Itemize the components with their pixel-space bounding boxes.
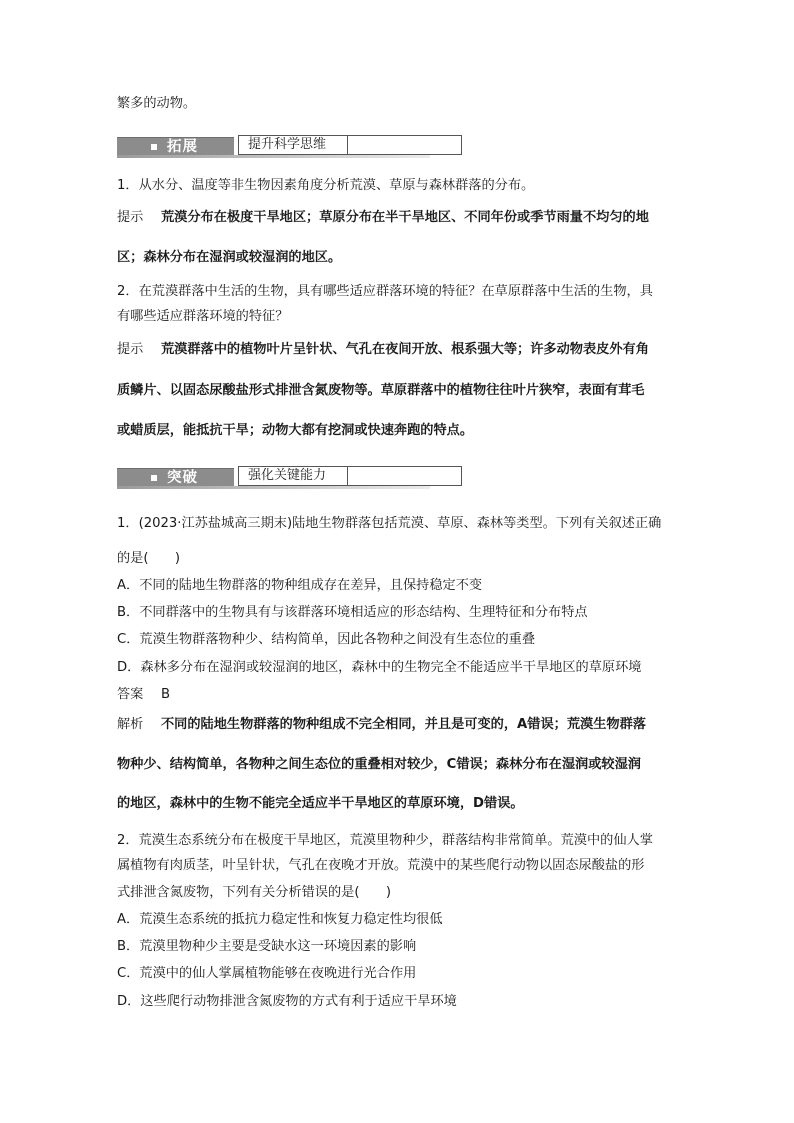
option-d: D．这些爬行动物排泄含氮废物的方式有利于适应干旱环境 bbox=[117, 994, 457, 1009]
expand-answer-2-cont: 或蜡质层，能抵抗干旱；动物大都有挖洞或快速奔跑的特点。 bbox=[117, 423, 474, 438]
practice-question-2: 2．荒漠生态系统分布在极度干旱地区，荒漠里物种少，群落结构非常简单。荒漠中的仙人掌 bbox=[117, 833, 653, 848]
banner-subtitle-box bbox=[238, 135, 462, 155]
option-d: D．森林多分布在湿润或较湿润的地区，森林中的生物完全不能适应半干旱地区的草原环境 bbox=[117, 660, 642, 675]
option-a: A．荒漠生态系统的抵抗力稳定性和恢复力稳定性均很低 bbox=[117, 912, 443, 927]
hint-label: 提示 bbox=[117, 342, 144, 357]
answer-line bbox=[117, 686, 170, 704]
square-bullet-icon bbox=[151, 144, 157, 150]
banner-underline bbox=[117, 155, 430, 158]
expand-question-2: 2．在荒漠群落中生活的生物，具有哪些适应群落环境的特征？在草原群落中生活的生物，具 bbox=[117, 284, 653, 299]
expand-answer-1-cont: 区；森林分布在湿润或较湿润的地区。 bbox=[117, 250, 342, 265]
analysis-line-1: 解析 不同的陆地生物群落的物种组成不完全相同，并且是可变的，A错误；荒漠生物群落 bbox=[117, 717, 646, 732]
banner-underline bbox=[117, 486, 430, 489]
practice-question-2-cont: 属植物有肉质茎，叶呈针状，气孔在夜晚才开放。荒漠中的某些爬行动物以固态尿酸盐的形 bbox=[117, 858, 645, 873]
square-bullet-icon bbox=[151, 475, 157, 481]
option-b: B．荒漠里物种少主要是受缺水这一环境因素的影响 bbox=[117, 939, 417, 954]
section-banner-expand bbox=[117, 134, 430, 156]
option-c: C．荒漠中的仙人掌属植物能够在夜晚进行光合作用 bbox=[117, 966, 417, 981]
section-subtitle: 提升科学思维 bbox=[248, 137, 327, 152]
practice-question-1-cont: 的是( ) bbox=[117, 551, 181, 566]
answer-label: 答案 bbox=[117, 687, 144, 702]
expand-answer-2-cont: 质鳞片、以固态尿酸盐形式排泄含氮废物等。草原群落中的植物往往叶片狭窄，表面有茸毛 bbox=[117, 383, 645, 398]
banner-subtitle-box bbox=[238, 466, 462, 486]
analysis-line-2: 物种少、结构简单，各物种之间生态位的重叠相对较少，C错误；森林分布在湿润或较湿润 bbox=[117, 757, 641, 772]
banner-dark-block bbox=[117, 137, 234, 156]
option-b: B．不同群落中的生物具有与该群落环境相适应的形态结构、生理特征和分布特点 bbox=[117, 605, 588, 620]
analysis-line-3: 的地区，森林中的生物不能完全适应半干旱地区的草原环境，D错误。 bbox=[117, 796, 524, 811]
option-a: A．不同的陆地生物群落的物种组成存在差异，且保持稳定不变 bbox=[117, 578, 483, 593]
practice-question-2-cont: 式排泄含氮废物，下列有关分析错误的是( ) bbox=[117, 885, 392, 900]
option-c: C．荒漠生物群落物种少、结构简单，因此各物种之间没有生态位的重叠 bbox=[117, 632, 536, 647]
hint-label: 提示 bbox=[117, 210, 144, 225]
analysis-label: 解析 bbox=[117, 717, 144, 732]
expand-question-2-cont: 有哪些适应群落环境的特征？ bbox=[117, 309, 289, 324]
intro-line: 繁多的动物。 bbox=[117, 96, 197, 111]
expand-answer-1: 提示 荒漠分布在极度干旱地区；草原分布在半干旱地区、不同年份或季节雨量不均匀的地 bbox=[117, 210, 649, 225]
expand-question-1: 1．从水分、温度等非生物因素角度分析荒漠、草原与森林群落的分布。 bbox=[117, 178, 535, 193]
section-banner-practice bbox=[117, 465, 430, 487]
answer-value: B bbox=[161, 687, 171, 702]
section-subtitle: 强化关键能力 bbox=[248, 468, 327, 483]
expand-answer-2: 提示 荒漠群落中的植物叶片呈针状、气孔在夜间开放、根系强大等；许多动物表皮外有角 bbox=[117, 342, 649, 357]
section-title: 拓展 bbox=[167, 139, 198, 155]
banner-dark-block bbox=[117, 468, 234, 487]
practice-question-1: 1．(2023·江苏盐城高三期末)陆地生物群落包括荒漠、草原、森林等类型。下列有关叙述正确 bbox=[117, 516, 662, 531]
section-title: 突破 bbox=[167, 470, 198, 486]
